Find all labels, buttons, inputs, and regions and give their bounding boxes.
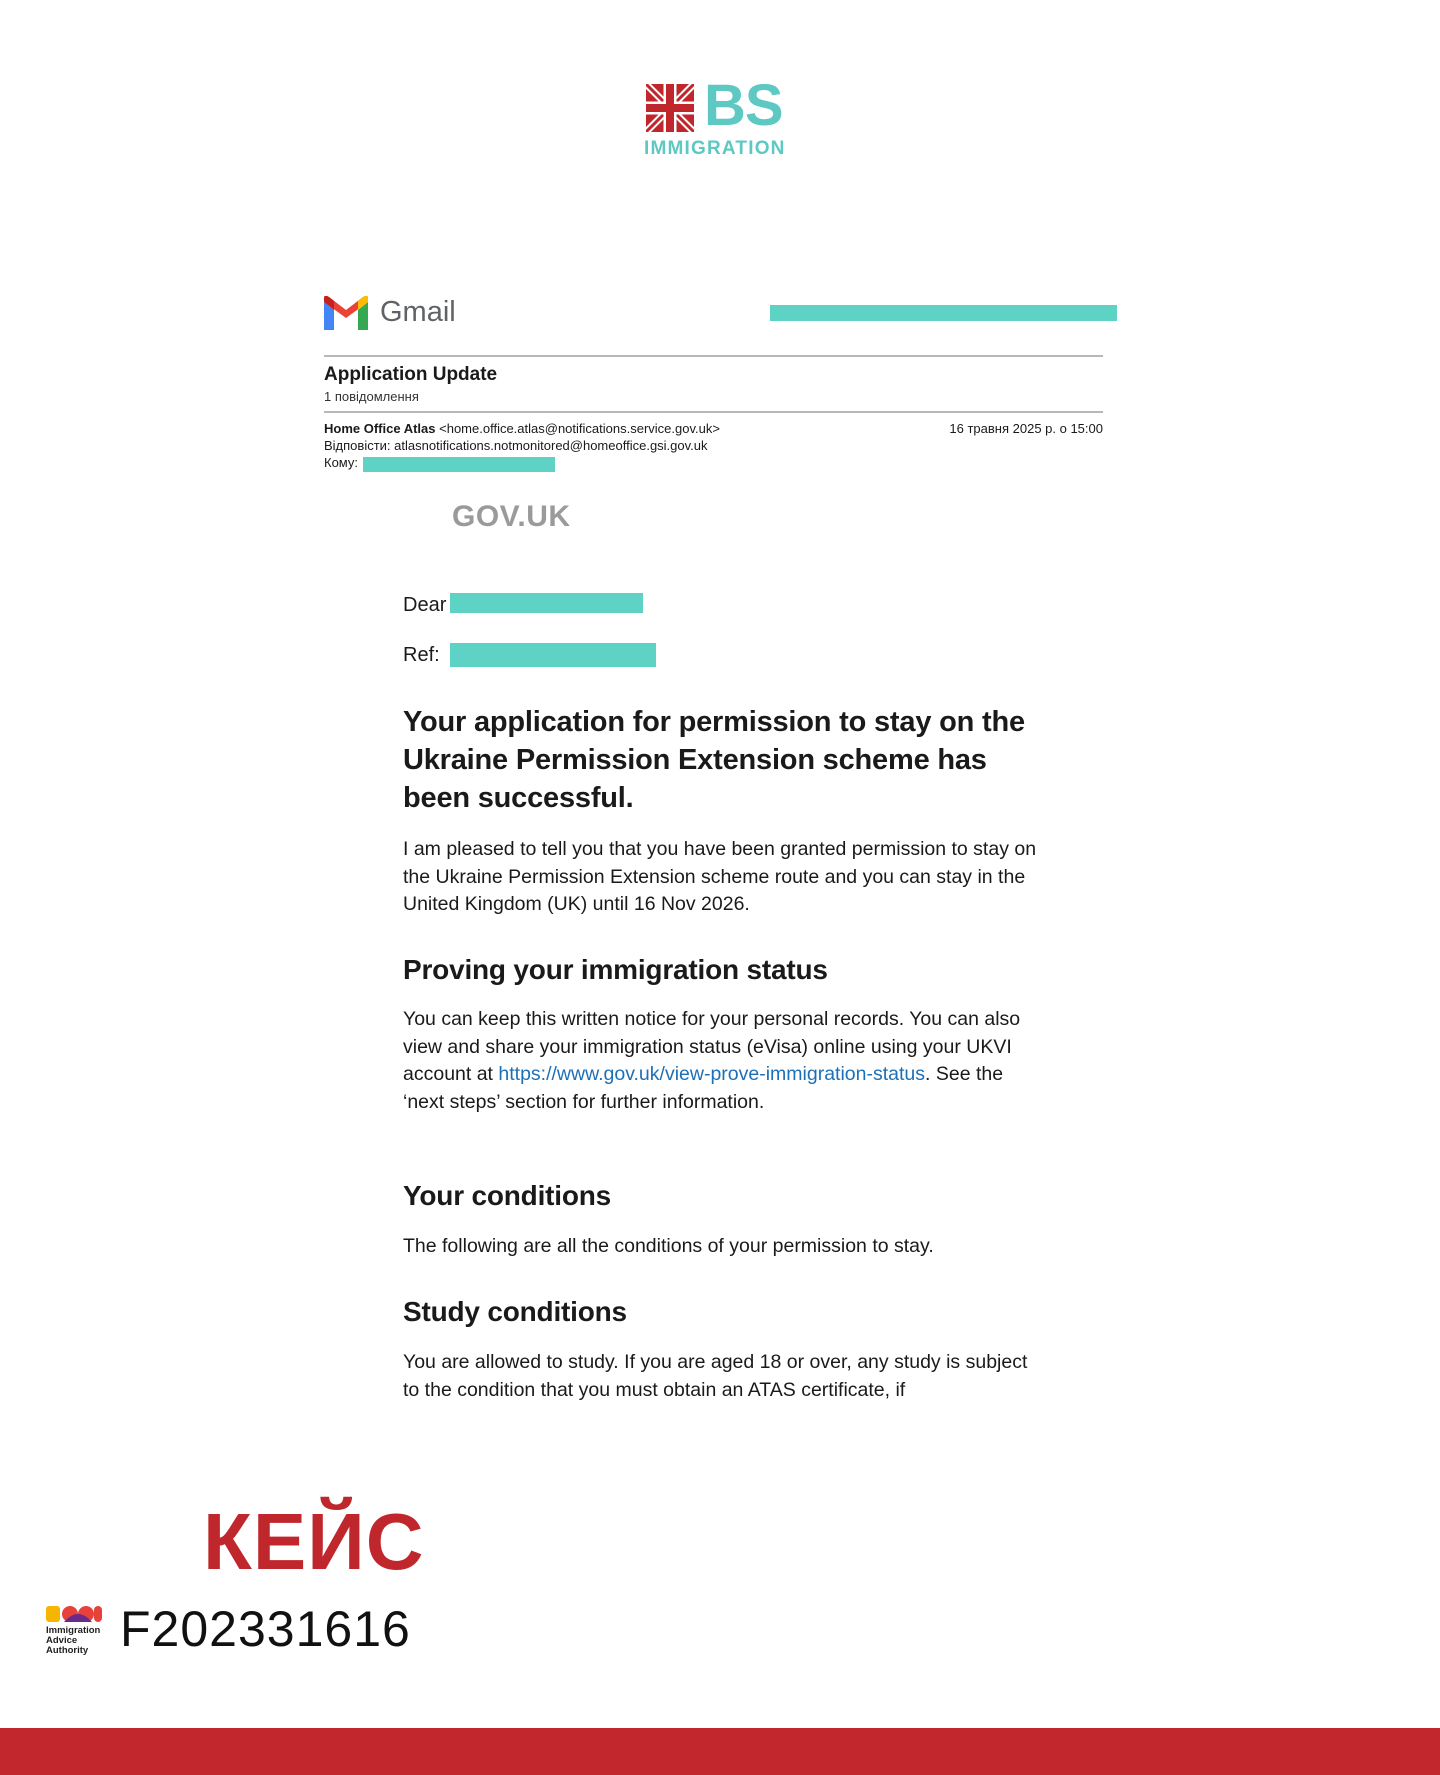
study-heading-block — [403, 1294, 1043, 1330]
brand-name: BS — [704, 73, 783, 138]
sender-email: <home.office.atlas@notifications.service.gov.uk> — [439, 421, 720, 436]
footer-bar — [0, 1728, 1440, 1775]
brand-logo — [644, 73, 796, 162]
gmail-wordmark: Gmail — [380, 296, 456, 328]
case-number: F202331616 — [120, 1601, 411, 1657]
study-paragraph: You are allowed to study. If you are aged 18 or over, any study is subject to the condition that you must obtain an ATAS certificate, if — [403, 1351, 1028, 1401]
dear-label: Dear — [403, 594, 447, 616]
brand-subtitle: IMMIGRATION — [644, 138, 786, 159]
reply-to-address: atlasnotifications.notmonitored@homeoffice.gsi.gov.uk — [394, 438, 708, 453]
case-title: КЕЙС — [203, 1497, 425, 1586]
header-divider — [324, 355, 1103, 357]
sender-name: Home Office Atlas — [324, 421, 436, 436]
sender-line — [324, 421, 720, 436]
proving-text-after: . See the ‘next steps’ section for further information. — [403, 1063, 1004, 1113]
proving-heading-block — [403, 952, 1043, 988]
email-date: 16 травня 2025 р. о 15:00 — [949, 421, 1103, 436]
iaa-line-3: Authority — [46, 1645, 89, 1656]
study-heading: Study conditions — [403, 1296, 627, 1327]
iaa-logo-icon — [46, 1602, 106, 1624]
gmail-logo — [324, 294, 524, 334]
gov-uk-logo: GOV.UK — [452, 500, 571, 533]
headline: Your application for permission to stay on the Ukraine Permission Extension scheme has been successful. — [403, 706, 1025, 814]
proving-heading: Proving your immigration status — [403, 954, 828, 985]
conditions-block — [403, 1233, 1043, 1261]
redacted-recipient — [363, 457, 555, 472]
ref-label: Ref: — [403, 644, 440, 666]
union-flag-icon — [646, 84, 694, 132]
to-line — [324, 455, 358, 470]
redacted-name — [450, 593, 643, 613]
reply-to-line — [324, 438, 708, 453]
conditions-paragraph: The following are all the conditions of your permission to stay. — [403, 1235, 934, 1257]
email-subject: Application Update — [324, 364, 498, 385]
conditions-heading: Your conditions — [403, 1180, 612, 1211]
iaa-line-1: Immigration — [46, 1625, 101, 1636]
subject-divider — [324, 411, 1103, 413]
proving-block — [403, 1006, 1043, 1116]
redacted-reference — [450, 643, 656, 667]
conditions-heading-block — [403, 1178, 1043, 1214]
message-count: 1 повідомлення — [324, 389, 419, 404]
study-block — [403, 1349, 1043, 1404]
headline-block — [403, 703, 1043, 817]
proving-paragraph — [403, 1006, 1043, 1116]
iaa-line-2: Advice — [46, 1635, 78, 1646]
gmail-m-icon — [324, 296, 368, 330]
proving-text-before: You can keep this written notice for your personal records. You can also view and share your immigration status (eVisa) online using your UKVI account at — [403, 1008, 1021, 1085]
reply-to-label: Відповісти: — [324, 438, 391, 453]
intro-paragraph: I am pleased to tell you that you have been granted permission to stay on the Ukraine Permission Extension scheme route and you can stay in the United Kingdom (UK) until 16 Nov 2026. — [403, 838, 1037, 915]
iaa-logo — [44, 1602, 116, 1662]
redacted-account-email — [770, 305, 1117, 321]
to-label: Кому: — [324, 455, 358, 470]
view-prove-status-link[interactable]: https://www.gov.uk/view-prove-immigration-status — [498, 1063, 926, 1085]
intro-block — [403, 836, 1043, 919]
